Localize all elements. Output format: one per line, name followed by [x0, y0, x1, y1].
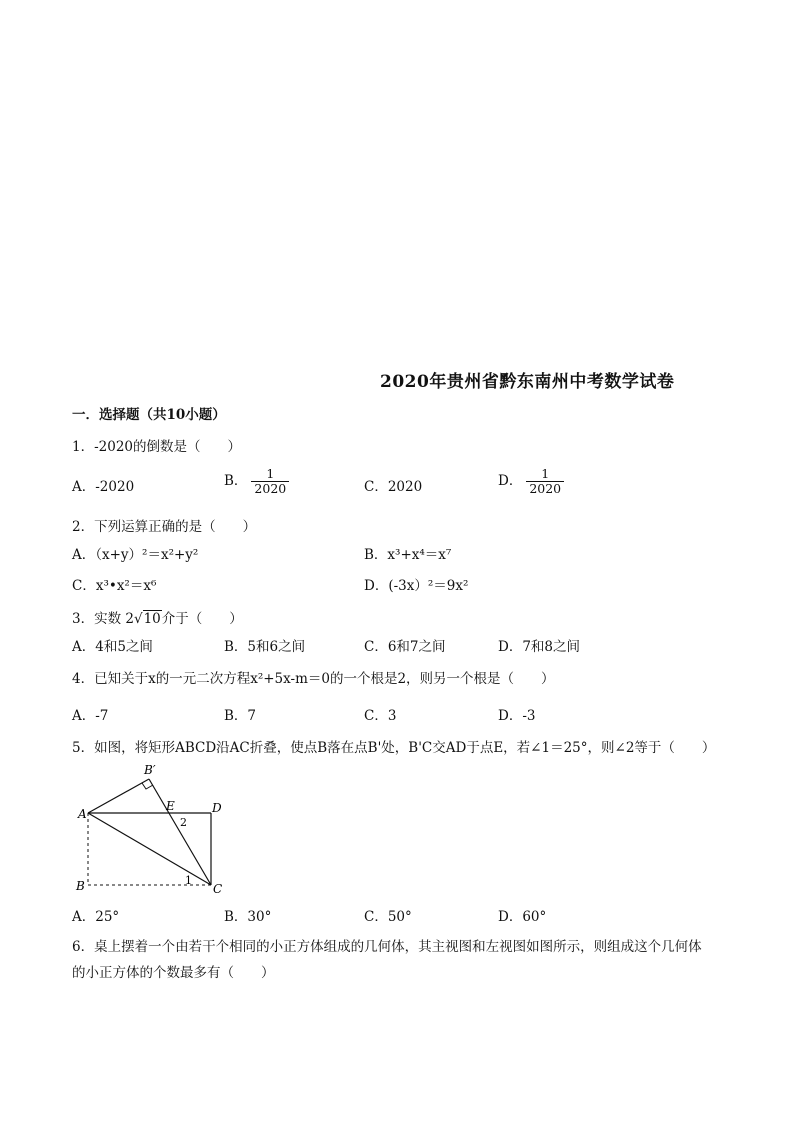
question-2-stem: 2．下列运算正确的是（ ） [72, 519, 257, 535]
q1-d-denominator: 2020 [526, 481, 564, 496]
label-e: E [166, 799, 175, 813]
q4-option-d: D．-3 [498, 708, 536, 724]
q5-option-d: D．60° [498, 909, 547, 925]
q1-b-numerator: 1 [266, 466, 275, 481]
q2-option-a: A．（x+y）²＝x²+y² [72, 547, 199, 563]
q1-option-b-fraction [251, 467, 289, 496]
q5-option-c: C．50° [364, 909, 412, 925]
q2-option-c: C．x³•x²＝x⁶ [72, 578, 157, 594]
question-1-stem: 1．-2020的倒数是（ ） [72, 439, 242, 455]
q3-stem-before: 3．实数 2 [72, 611, 134, 627]
q1-option-d [498, 467, 564, 496]
label-angle-2: 2 [180, 816, 187, 829]
q4-option-a: A．-7 [72, 708, 109, 724]
q3-radicand: 10 [143, 611, 161, 627]
paper-title: 2020年贵州省黔东南州中考数学试卷 [380, 372, 675, 392]
q3-option-a: A．4和5之间 [72, 639, 153, 655]
label-c: C [213, 882, 223, 896]
question-6-line-1: 6．桌上摆着一个由若干个相同的小正方体组成的几何体，其主视图和左视图如图所示，则组成这个几何体 [72, 939, 702, 955]
question-3-stem [72, 607, 243, 627]
q1-option-b-prefix: B． [224, 473, 248, 489]
q3-option-b: B．5和6之间 [224, 639, 306, 655]
q3-stem-after: 介于（ ） [161, 611, 243, 627]
q1-option-d-fraction [526, 467, 564, 496]
segment-b-prime-c [149, 779, 211, 885]
label-b-prime: B′ [144, 763, 156, 777]
label-b: B [76, 879, 85, 893]
q1-option-a: A．-2020 [72, 479, 135, 495]
q4-option-b: B．7 [224, 708, 257, 724]
label-a: A [78, 807, 87, 821]
sqrt-sign: √ [133, 611, 143, 627]
label-d: D [212, 801, 222, 815]
q2-option-d: D．(-3x）²＝9x² [364, 578, 469, 594]
q1-option-d-prefix: D． [498, 473, 523, 489]
q5-option-b: B．30° [224, 909, 272, 925]
q5-option-a: A．25° [72, 909, 120, 925]
q1-option-b [224, 467, 289, 496]
segment-ab-prime [88, 779, 149, 813]
q3-option-c: C．6和7之间 [364, 639, 446, 655]
question-5-stem: 5．如图，将矩形ABCD沿AC折叠，使点B落在点B'处，B'C交AD于点E，若∠1＝25°，则∠2等于（ ） [72, 740, 716, 756]
question-4-stem: 4．已知关于x的一元二次方程x²+5x-m＝0的一个根是2，则另一个根是（ ） [72, 671, 555, 687]
q1-b-denominator: 2020 [251, 481, 289, 496]
q1-option-c: C．2020 [364, 479, 423, 495]
q5-rectangle-fold-figure [70, 758, 230, 896]
diagonal-ac [88, 813, 211, 885]
q2-option-b: B．x³+x⁴＝x⁷ [364, 547, 452, 563]
q4-option-c: C．3 [364, 708, 397, 724]
label-angle-1: 1 [185, 874, 192, 887]
section-heading: 一．选择题（共10小题） [72, 407, 226, 423]
question-6-line-2: 的小正方体的个数最多有（ ） [72, 965, 275, 981]
q3-option-d: D．7和8之间 [498, 639, 581, 655]
q1-d-numerator: 1 [541, 466, 550, 481]
